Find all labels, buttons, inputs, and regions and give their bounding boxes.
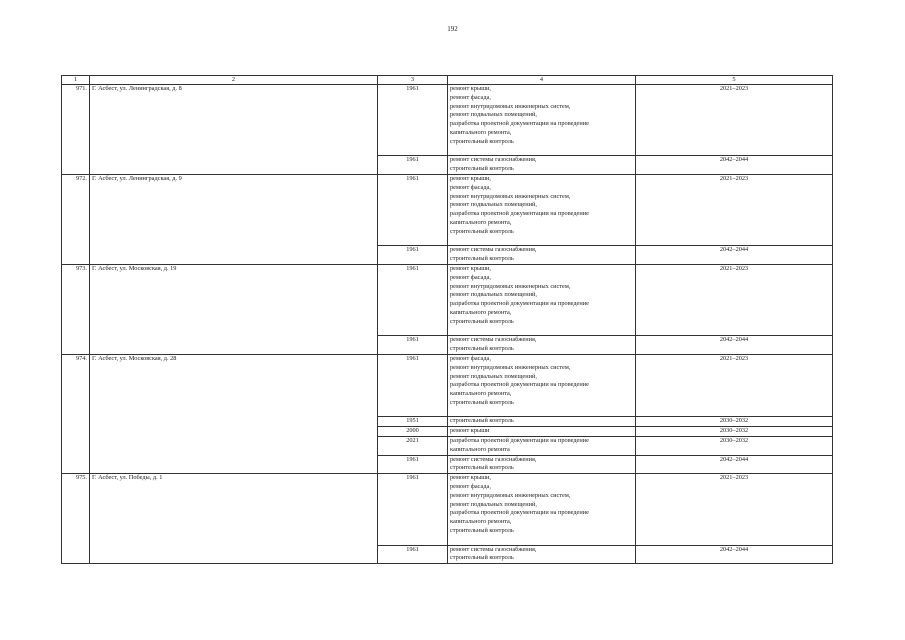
- works-cell: [448, 417, 636, 427]
- row-number: 974.: [62, 354, 90, 473]
- works-cell: [448, 354, 636, 417]
- work-item: разработка проектной документации на проведение: [450, 437, 589, 445]
- address-cell: Г. Асбест, ул. Московская, д. 19: [90, 264, 378, 354]
- works-cell: [448, 156, 636, 175]
- year-cell: 1961: [378, 156, 448, 175]
- header-cell: 1: [62, 76, 90, 85]
- period-cell: 2042–2044: [636, 545, 833, 564]
- work-item: капитального ремонта: [450, 445, 510, 453]
- work-item: строительный контроль: [450, 345, 514, 353]
- work-item: ремонт внутридомовых инженерных систем,: [450, 102, 571, 110]
- work-item: ремонт крыши: [450, 427, 490, 435]
- year-cell: 1961: [378, 455, 448, 474]
- period-cell: 2021–2023: [636, 85, 833, 156]
- spacer: [450, 536, 633, 545]
- works-cell: [448, 264, 636, 335]
- spacer: [450, 327, 633, 336]
- year-cell: 1961: [378, 336, 448, 355]
- header-row: [62, 76, 833, 85]
- table-row: [62, 264, 833, 335]
- period-cell: 2021–2023: [636, 264, 833, 335]
- work-item: ремонт внутридомовых инженерных систем,: [450, 491, 571, 499]
- year-cell: 1961: [378, 354, 448, 417]
- row-number: 972.: [62, 174, 90, 264]
- work-item: ремонт подвальных помещений,: [450, 372, 537, 380]
- works-cell: [448, 174, 636, 245]
- work-item: ремонт внутридомовых инженерных систем,: [450, 192, 571, 200]
- period-cell: 2042–2044: [636, 336, 833, 355]
- works-cell: [448, 455, 636, 474]
- work-item: ремонт крыши,: [450, 264, 492, 272]
- year-cell: 1951: [378, 417, 448, 427]
- work-item: строительный контроль: [450, 227, 514, 235]
- work-item: ремонт внутридомовых инженерных систем,: [450, 363, 571, 371]
- work-item: ремонт крыши,: [450, 474, 492, 482]
- work-item: ремонт крыши,: [450, 85, 492, 92]
- work-item: капитального ремонта,: [450, 218, 512, 226]
- page-number: 192: [447, 25, 458, 33]
- registry-body: [62, 85, 833, 564]
- work-item: капитального ремонта,: [450, 128, 512, 136]
- period-cell: 2030–2032: [636, 437, 833, 456]
- work-item: капитального ремонта,: [450, 308, 512, 316]
- spacer: [450, 408, 633, 417]
- address-cell: Г. Асбест, ул. Московская, д. 28: [90, 354, 378, 473]
- works-cell: [448, 474, 636, 545]
- spacer: [450, 147, 633, 156]
- work-item: строительный контроль: [450, 398, 514, 406]
- registry-table: [61, 75, 833, 564]
- row-number: 971.: [62, 85, 90, 175]
- table-row: [62, 174, 833, 245]
- work-item: разработка проектной документации на проведение: [450, 120, 589, 128]
- row-number: 973.: [62, 264, 90, 354]
- address-cell: Г. Асбест, ул. Победы, д. 1: [90, 474, 378, 564]
- work-item: строительный контроль: [450, 417, 514, 425]
- work-item: ремонт подвальных помещений,: [450, 500, 537, 508]
- work-item: строительный контроль: [450, 317, 514, 325]
- period-cell: 2042–2044: [636, 455, 833, 474]
- work-item: разработка проектной документации на проведение: [450, 300, 589, 308]
- works-cell: [448, 246, 636, 265]
- works-cell: [448, 545, 636, 564]
- period-cell: 2042–2044: [636, 156, 833, 175]
- work-item: ремонт фасада,: [450, 273, 491, 281]
- work-item: ремонт системы газоснабжения,: [450, 336, 537, 344]
- table-row: [62, 85, 833, 156]
- period-cell: 2030–2032: [636, 417, 833, 427]
- spacer: [450, 237, 633, 246]
- work-item: строительный контроль: [450, 255, 514, 263]
- table-row: [62, 474, 833, 545]
- works-cell: [448, 437, 636, 456]
- work-item: разработка проектной документации на проведение: [450, 210, 589, 218]
- period-cell: 2042–2044: [636, 246, 833, 265]
- year-cell: 2021: [378, 437, 448, 456]
- work-item: ремонт фасада,: [450, 183, 491, 191]
- work-item: ремонт внутридомовых инженерных систем,: [450, 282, 571, 290]
- period-cell: 2021–2023: [636, 474, 833, 545]
- address-cell: Г. Асбест, ул. Ленинградская, д. 8: [90, 85, 378, 175]
- work-item: ремонт системы газоснабжения,: [450, 246, 537, 254]
- header-cell: 4: [448, 76, 636, 85]
- year-cell: 1961: [378, 545, 448, 564]
- work-item: строительный контроль: [450, 137, 514, 145]
- work-item: капитального ремонта,: [450, 518, 512, 526]
- work-item: строительный контроль: [450, 165, 514, 173]
- year-cell: 1961: [378, 174, 448, 245]
- works-cell: [448, 427, 636, 437]
- works-cell: [448, 85, 636, 156]
- header-cell: 3: [378, 76, 448, 85]
- year-cell: 1961: [378, 264, 448, 335]
- work-item: ремонт подвальных помещений,: [450, 111, 537, 119]
- period-cell: 2021–2023: [636, 174, 833, 245]
- header-cell: 5: [636, 76, 833, 85]
- year-cell: 2000: [378, 427, 448, 437]
- year-cell: 1961: [378, 474, 448, 545]
- row-number: 975.: [62, 474, 90, 564]
- work-item: ремонт системы газоснабжения,: [450, 455, 537, 463]
- period-cell: 2021–2023: [636, 354, 833, 417]
- works-cell: [448, 336, 636, 355]
- address-cell: Г. Асбест, ул. Ленинградская, д. 9: [90, 174, 378, 264]
- work-item: строительный контроль: [450, 554, 514, 562]
- work-item: ремонт подвальных помещений,: [450, 201, 537, 209]
- work-item: разработка проектной документации на проведение: [450, 509, 589, 517]
- work-item: ремонт фасада,: [450, 483, 491, 491]
- work-item: ремонт подвальных помещений,: [450, 291, 537, 299]
- work-item: строительный контроль: [450, 527, 514, 535]
- work-item: ремонт фасада,: [450, 93, 491, 101]
- work-item: строительный контроль: [450, 464, 514, 472]
- work-item: ремонт фасада,: [450, 354, 491, 362]
- year-cell: 1961: [378, 85, 448, 156]
- work-item: разработка проектной документации на проведение: [450, 381, 589, 389]
- table-row: [62, 354, 833, 417]
- work-item: ремонт системы газоснабжения,: [450, 156, 537, 164]
- year-cell: 1961: [378, 246, 448, 265]
- work-item: ремонт крыши,: [450, 174, 492, 182]
- header-cell: 2: [90, 76, 378, 85]
- period-cell: 2030–2032: [636, 427, 833, 437]
- work-item: капитального ремонта,: [450, 390, 512, 398]
- work-item: ремонт системы газоснабжения,: [450, 545, 537, 553]
